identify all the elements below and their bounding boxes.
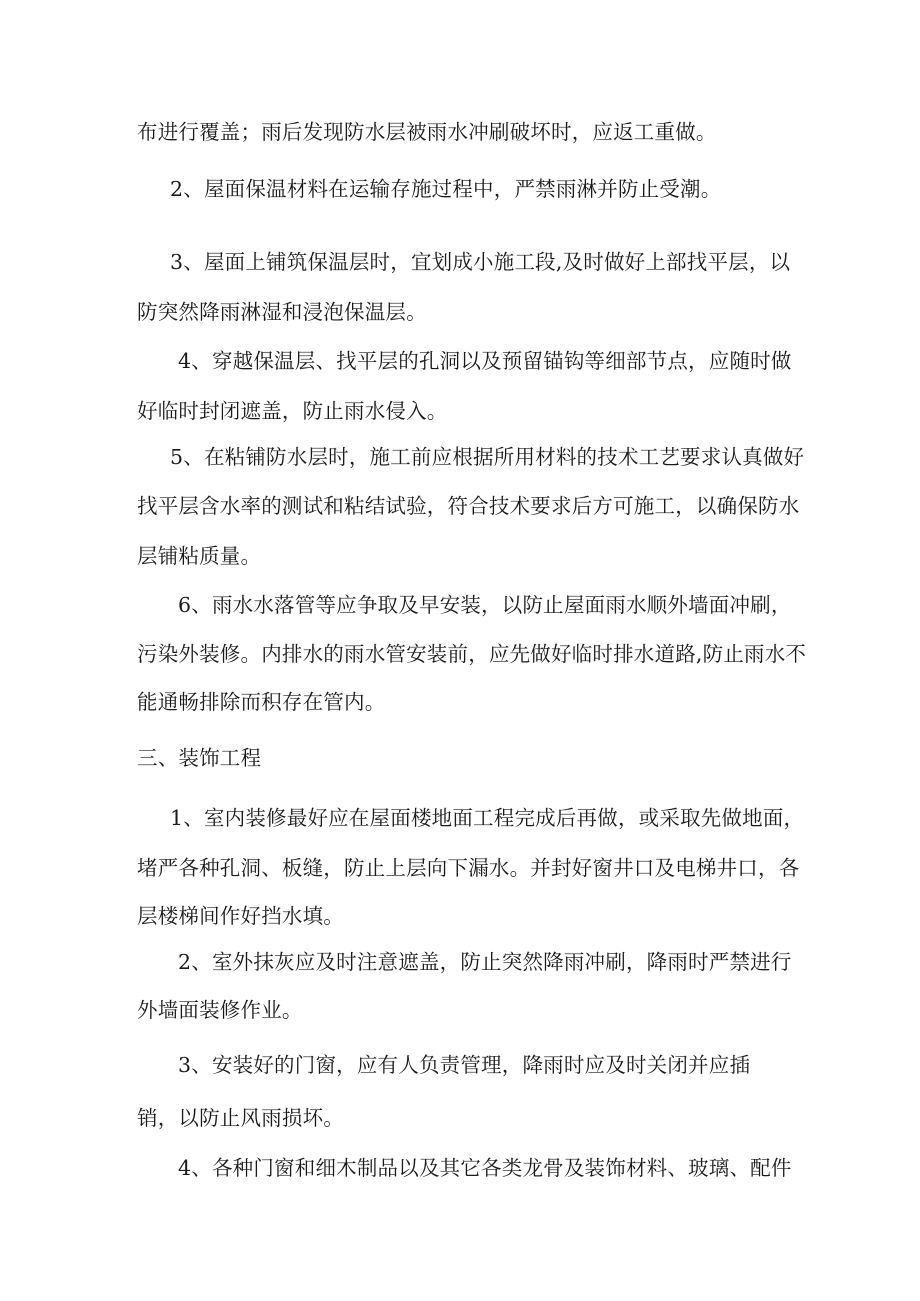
text-line: 6、雨水水落管等应争取及早安装，以防止屋面雨水顺外墙面冲刷， [178,593,792,617]
text-line: 找平层含水率的测试和粘结试验，符合技术要求后方可施工，以确保防水 [137,494,800,518]
text-line: 堵严各种孔洞、板缝，防止上层向下漏水。并封好窗井口及电梯井口，各 [137,856,800,880]
text-line: 防突然降雨淋湿和浸泡保温层。 [137,300,427,324]
text-line: 4、穿越保温层、找平层的孔洞以及预留锚钩等细部节点，应随时做 [178,349,792,373]
text-line: 4、各种门窗和细木制品以及其它各类龙骨及装饰材料、玻璃、配件 [178,1156,792,1180]
text-line: 2、屋面保温材料在运输存施过程中，严禁雨淋并防止受潮。 [170,177,722,201]
text-line: 1、室内装修最好应在屋面楼地面工程完成后再做，或采取先做地面， [170,806,805,830]
text-line: 3、安装好的门窗，应有人负责管理，降雨时应及时关闭并应插 [178,1053,751,1077]
text-line: 能通畅排除而积存在管内。 [137,690,386,714]
section-heading: 三、装饰工程 [137,746,262,770]
text-line: 外墙面装修作业。 [137,998,303,1022]
text-line: 3、屋面上铺筑保温层时，宜划成小施工段,及时做好上部找平层，以 [170,250,791,274]
text-line: 层楼梯间作好挡水填。 [137,904,344,928]
text-line: 布进行覆盖；雨后发现防水层被雨水冲刷破坏时，应返工重做。 [137,120,717,144]
text-line: 层铺粘质量。 [137,544,262,568]
text-line: 污染外装修。内排水的雨水管安装前，应先做好临时排水道路,防止雨水不 [137,642,807,666]
text-line: 好临时封闭遮盖，防止雨水侵入。 [137,399,448,423]
text-line: 销，以防止风雨损坏。 [137,1106,344,1130]
text-line: 2、室外抹灰应及时注意遮盖，防止突然降雨冲刷，降雨时严禁进行 [178,950,792,974]
text-line: 5、在粘铺防水层时，施工前应根据所用材料的技术工艺要求认真做好 [170,445,805,469]
